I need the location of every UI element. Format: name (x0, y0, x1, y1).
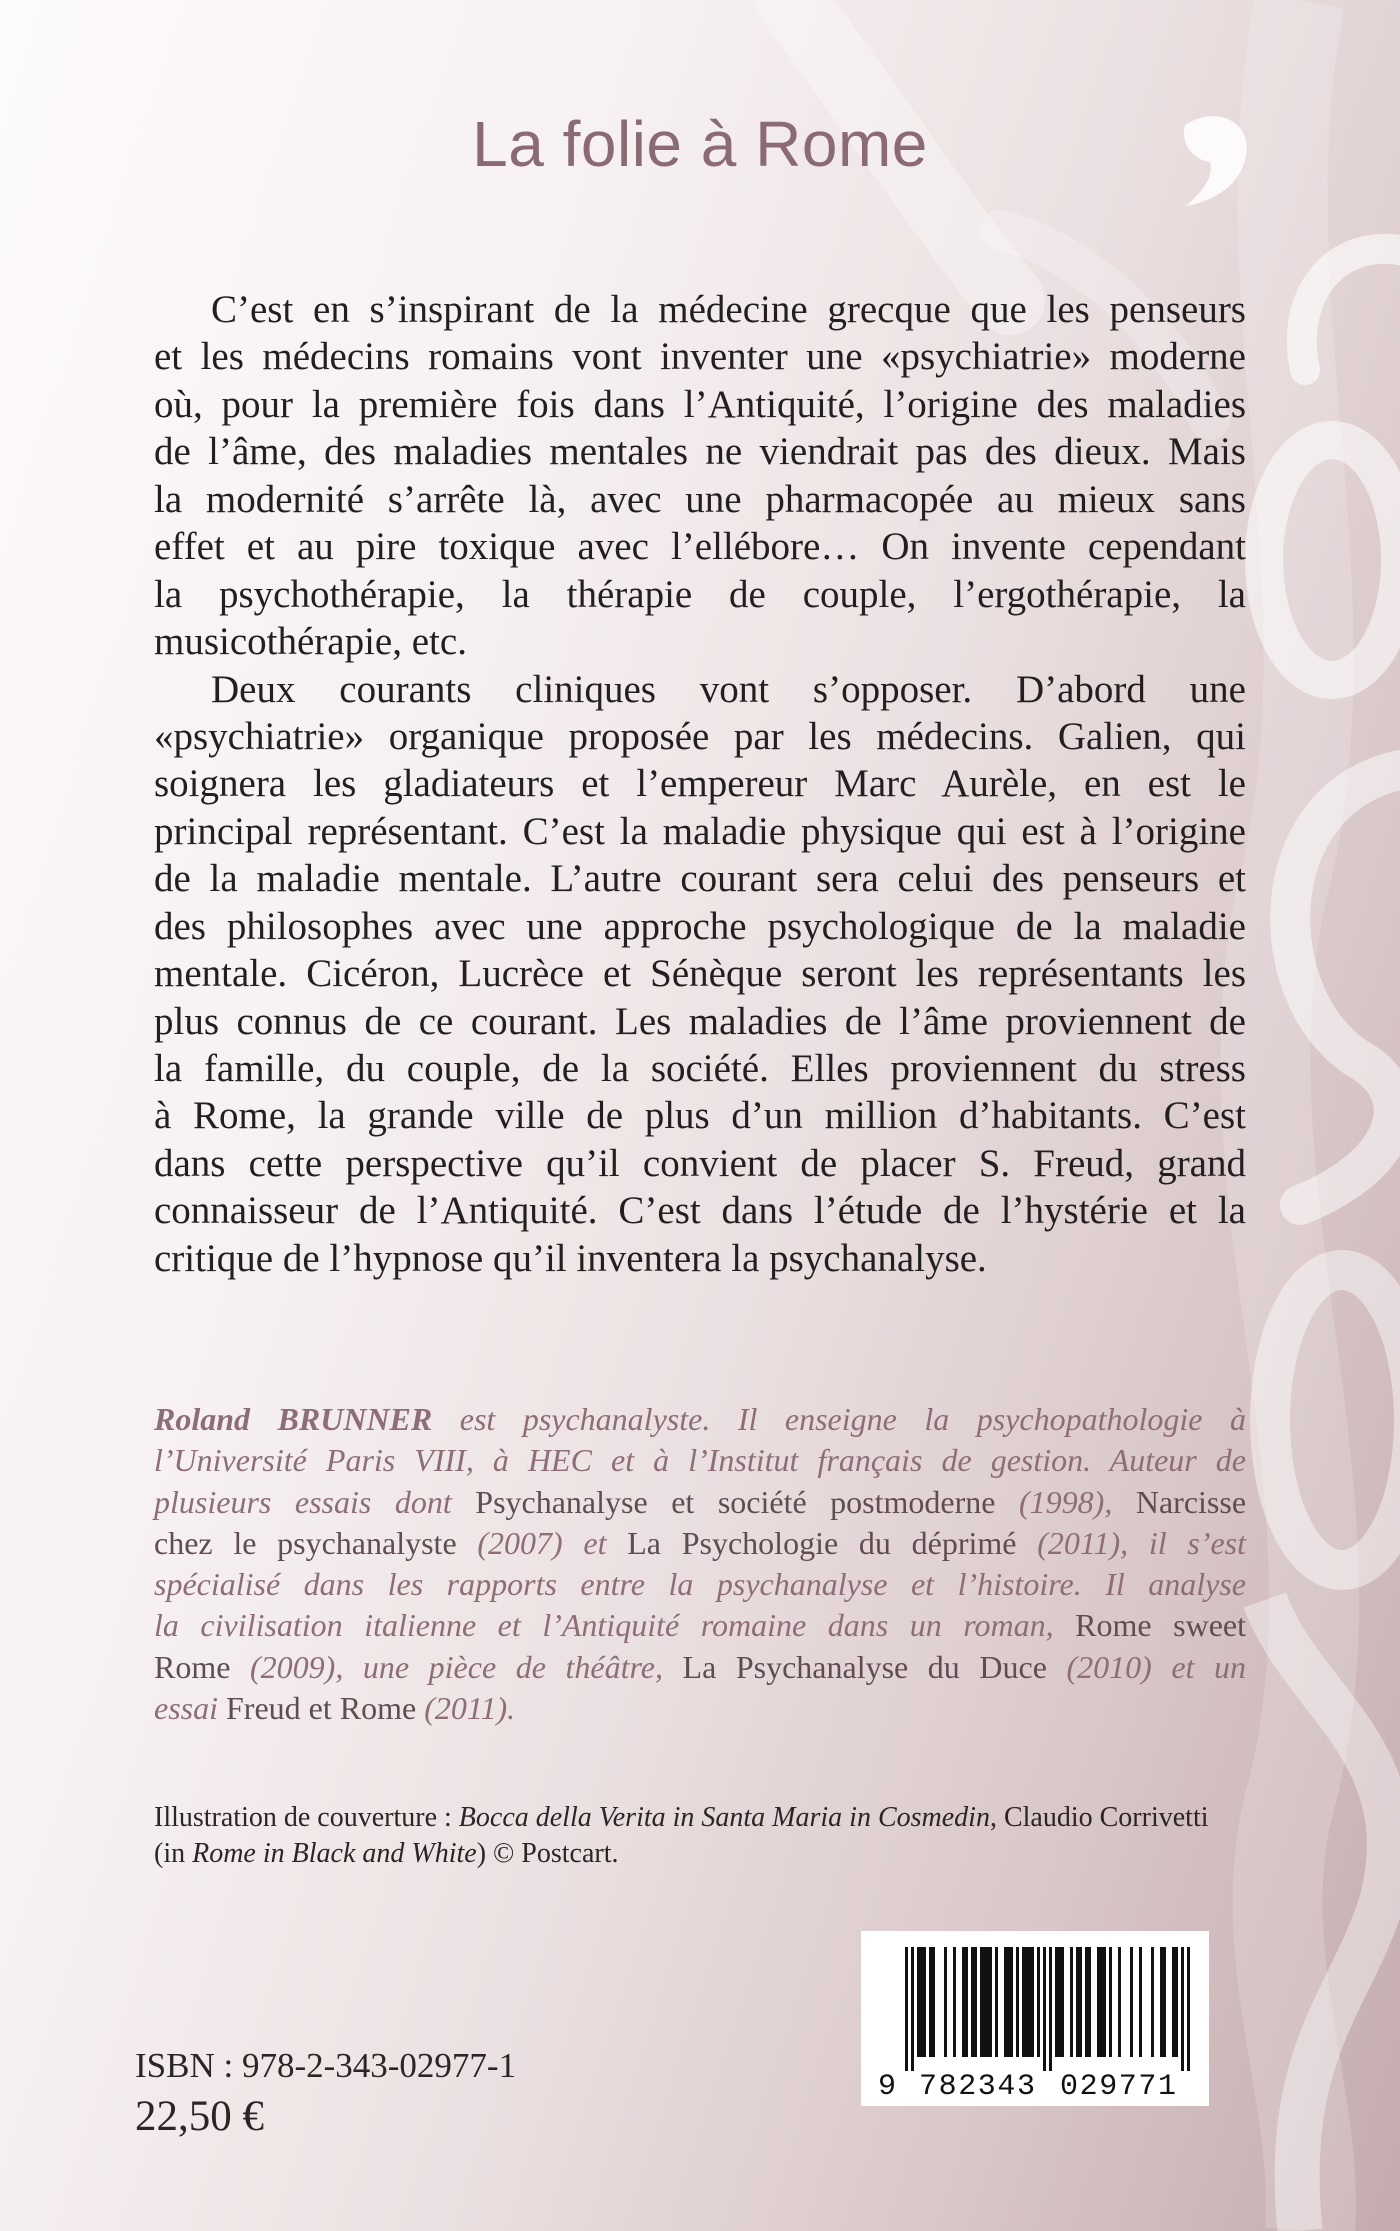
credits-text: Illustration de couverture : (154, 1802, 459, 1833)
bio-line (154, 1688, 1246, 1729)
bio-text: est psychanalyste. Il enseigne la psychopathologie à (432, 1401, 1247, 1437)
barcode-bar (1097, 1947, 1106, 2057)
bio-text: la civilisation italienne et l’Antiquité romaine dans un roman, (154, 1607, 1076, 1644)
summary-line: la famille, du couple, de la société. Elles proviennent du stress (154, 1047, 1246, 1090)
bio-text: (2007) et (456, 1524, 628, 1561)
barcode-bar (962, 1947, 968, 2057)
summary-line: musicothérapie, etc. (154, 620, 467, 664)
summary-line: C’est en s’inspirant de la médecine grecque que les penseurs (211, 288, 1246, 331)
ornament-band (1265, 0, 1314, 2231)
bio-text: essai (154, 1690, 226, 1727)
barcode-first-digit: 9 (877, 2070, 897, 2104)
barcode-bar (1076, 1947, 1082, 2057)
barcode-bar (1022, 1947, 1034, 2057)
barcode-bar (905, 1947, 908, 2071)
summary-line: et les médecins romains vont inventer une «psychiatrie» moderne (154, 335, 1246, 379)
barcode-bars (861, 1931, 1209, 2106)
credits-text: , Claudio Corrivetti (989, 1802, 1209, 1833)
summary-line: soignera les gladiateurs et l’empereur Marc Aurèle, en est le (154, 762, 1246, 806)
bio-line (154, 1399, 1246, 1440)
ornament-swirl (1290, 770, 1400, 1205)
summary-line: la psychothérapie, la thérapie de couple, l’ergothérapie, la (154, 572, 1246, 616)
barcode-bar (1118, 1947, 1121, 2057)
credits-text: (in (154, 1838, 193, 1869)
price: 22,50 € (135, 2093, 264, 2140)
barcode-bar (1187, 1947, 1190, 2071)
book-title: La folie à Rome (472, 108, 928, 180)
bio-text: (1998), (995, 1483, 1136, 1520)
summary-line: des philosophes avec une approche psychologique de la maladie (154, 904, 1246, 948)
summary-line: connaisseur de l’Antiquité. C’est dans l’étude de l’hystérie et la (154, 1189, 1246, 1233)
summary-line: «psychiatrie» organique proposée par les médecins. Galien, qui (154, 714, 1246, 758)
credits-text: ) © Postcart. (476, 1838, 619, 1869)
barcode-bar (1070, 1947, 1073, 2057)
bio-text: (2011). (416, 1690, 516, 1727)
summary-line: principal représentant. C’est la maladie physique qui est à l’origine (154, 809, 1246, 853)
summary-line: à Rome, la grande ville de plus d’un million d’habitants. C’est (154, 1094, 1246, 1138)
barcode-bar (1085, 1947, 1091, 2057)
summary-line: de la maladie mentale. L’autre courant sera celui des penseurs et (154, 857, 1246, 901)
barcode-bar (917, 1947, 926, 2057)
ornament-swirl (1265, 1600, 1389, 2231)
artwork-title: Bocca della Verita in Santa Maria in Cosmedin (458, 1802, 990, 1833)
barcode-bar (1151, 1947, 1154, 2057)
ornament-curl-top-right (1302, 249, 1400, 370)
barcode-bar (911, 1947, 914, 2071)
barcode-bar (929, 1947, 935, 2057)
bio-text: (2010) et un (1046, 1648, 1247, 1685)
barcode-bar (1130, 1947, 1133, 2057)
barcode-bar (1055, 1947, 1064, 2057)
barcode-bar (1109, 1947, 1112, 2057)
barcode-left-digits: 782343 (919, 2070, 1035, 2104)
bio-text: spécialisé dans les rapports entre la psychanalyse et l’histoire. Il analyse (154, 1566, 1246, 1603)
work-title: Psychanalyse et société postmoderne (475, 1483, 996, 1520)
summary-text (154, 286, 1246, 1282)
summary-line: la modernité s’arrête là, avec une pharmacopée au mieux sans (154, 477, 1246, 521)
credits-line (154, 1836, 1254, 1872)
barcode-bar (944, 1947, 947, 2057)
bio-line (154, 1647, 1246, 1688)
barcode-bar (1043, 1947, 1046, 2071)
author-name: Roland BRUNNER (154, 1401, 433, 1437)
bio-text: (2011), il s’est (1016, 1524, 1247, 1561)
work-title: La Psychologie du déprimé (627, 1524, 1017, 1561)
summary-line: effet et au pire toxique avec l’ellébore… On invente cependant (154, 525, 1246, 569)
barcode-bar (995, 1947, 998, 2057)
bio-line (154, 1605, 1246, 1646)
author-bio (154, 1399, 1246, 1729)
summary-line: mentale. Cicéron, Lucrèce et Sénèque seront les représentants les (154, 952, 1246, 996)
summary-line: où, pour la première fois dans l’Antiquité, l’origine des maladies (154, 382, 1246, 426)
barcode-bar (1160, 1947, 1166, 2057)
bio-text: plusieurs essais dont (154, 1483, 476, 1520)
collection-title: Rome in Black and White (192, 1838, 477, 1869)
bio-line (154, 1482, 1246, 1523)
barcode-bar (1172, 1947, 1178, 2057)
bio-text: l’Université Paris VIII, à HEC et à l’Institut français de gestion. Auteur de (154, 1442, 1246, 1479)
summary-line: plus connus de ce courant. Les maladies de l’âme proviennent de (154, 999, 1246, 1043)
summary-line: critique de l’hypnose qu’il inventera la psychanalyse. (154, 1236, 987, 1280)
barcode-bar (1004, 1947, 1013, 2057)
work-title: La Psychanalyse du Duce (682, 1648, 1047, 1685)
barcode-bar (1139, 1947, 1142, 2057)
bio-line (154, 1564, 1246, 1605)
barcode-bar (1049, 1947, 1052, 2071)
ornament-ring (1270, 1270, 1400, 1570)
barcode-right-digits: 029771 (1060, 2070, 1176, 2104)
work-title: Narcisse (1135, 1483, 1247, 1520)
barcode (861, 1931, 1209, 2106)
summary-line: dans cette perspective qu’il convient de placer S. Freud, grand (154, 1141, 1246, 1185)
illustration-credits (154, 1800, 1254, 1872)
summary-line: Deux courants cliniques vont s’opposer. D’abord une (211, 667, 1246, 711)
bio-line (154, 1440, 1246, 1481)
bio-line (154, 1523, 1246, 1564)
barcode-bar (1181, 1947, 1184, 2071)
barcode-bar (1037, 1947, 1040, 2057)
credits-line (154, 1800, 1254, 1836)
work-title: Rome (154, 1648, 231, 1685)
ornament-ring (1264, 440, 1400, 680)
work-title: chez le psychanalyste (154, 1524, 457, 1561)
work-title: Rome sweet (1075, 1607, 1247, 1644)
bio-text: (2009), une pièce de théâtre, (230, 1648, 683, 1685)
barcode-bar (953, 1947, 956, 2057)
summary-line: de l’âme, des maladies mentales ne viendrait pas des dieux. Mais (154, 430, 1246, 474)
barcode-bar (971, 1947, 977, 2057)
work-title: Freud et Rome (226, 1690, 417, 1727)
barcode-bar (980, 1947, 992, 2057)
isbn: ISBN : 978-2-343-02977-1 (135, 2046, 517, 2085)
barcode-bar (1016, 1947, 1019, 2057)
